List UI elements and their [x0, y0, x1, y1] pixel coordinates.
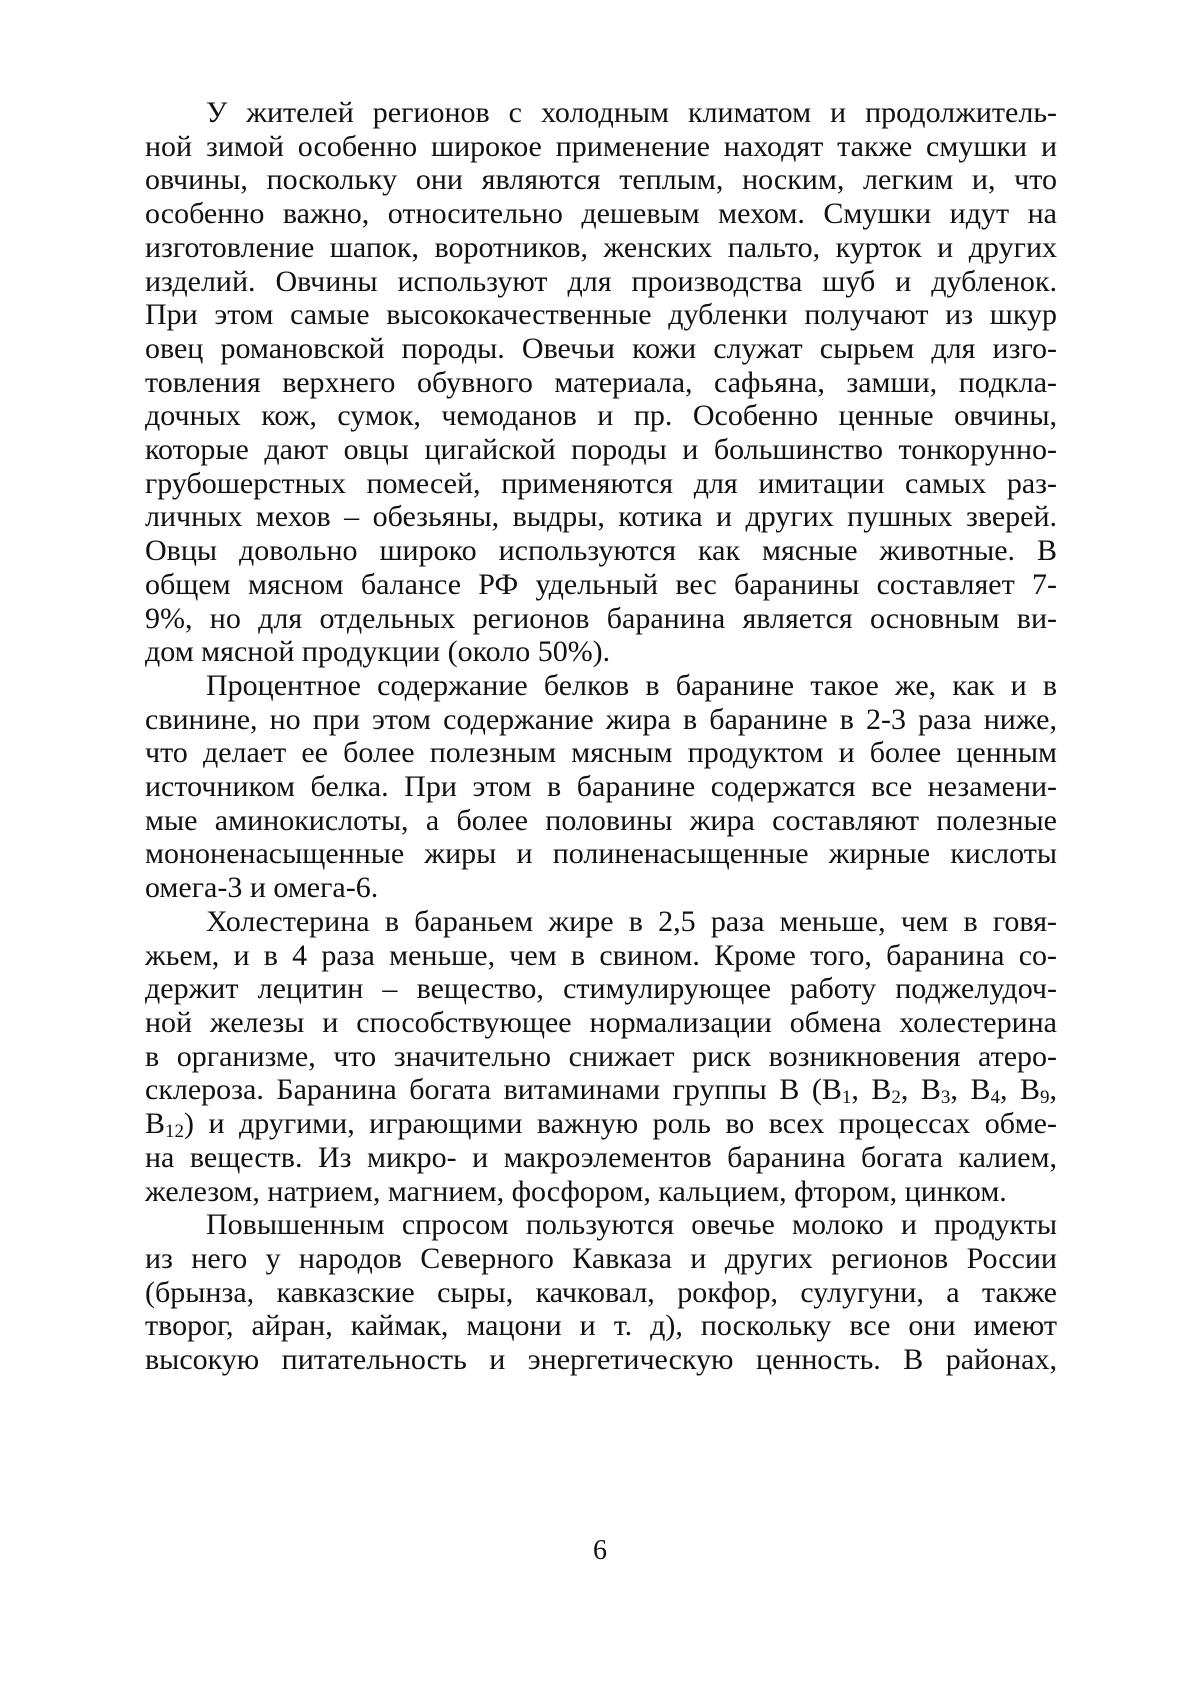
subscript: 3 — [940, 1087, 951, 1109]
b12-prefix: В — [145, 1107, 166, 1141]
b12-rest: ) и другими, играющими важную роль во всех процессах обме- — [184, 1107, 1057, 1141]
page-number: 6 — [593, 1535, 607, 1566]
text-line: источником белка. При этом в баранине содержатся все незамени- — [145, 770, 1057, 804]
text-line: У жителей регионов с холодным климатом и продолжитель- — [206, 96, 1057, 129]
text-line: (брынза, кавказские сыры, качковал, рокфор, сулугуни, а также — [145, 1275, 1057, 1309]
text-line: которые дают овцы цигайской породы и большинство тонкорунно- — [145, 433, 1057, 467]
vitamin-sep: , В — [950, 1073, 991, 1107]
paragraph-2 — [145, 669, 1057, 905]
text-line: высокую питательность и энергетическую ценность. В районах, — [145, 1343, 1057, 1377]
text-line: изготовление шапок, воротников, женских пальто, курток и других — [145, 230, 1057, 264]
text-line: дом мясной продукции (около 50%). — [145, 635, 611, 669]
text-line: железом, натрием, магнием, фосфором, кальцием, фтором, цинком. — [145, 1174, 1007, 1208]
text-line: ной зимой особенно широкое применение находят также смушки и — [145, 129, 1057, 163]
vitamin-sep: , — [1049, 1073, 1057, 1107]
subscript: 2 — [891, 1087, 901, 1109]
text-line: омега-3 и омега-6. — [145, 871, 379, 905]
text-line: из него у народов Северного Кавказа и других регионов России — [145, 1241, 1057, 1275]
text-line: что делает ее более полезным мясным продуктом и более ценным — [145, 736, 1057, 770]
text-line: в организме, что значительно снижает риск возникновения атеро- — [145, 1039, 1057, 1073]
text-line: овчины, поскольку они являются теплым, носким, легким и, что — [145, 163, 1057, 197]
text-line: 9%, но для отдельных регионов баранина является основным ви- — [145, 601, 1057, 635]
text-line: товления верхнего обувного материала, сафьяна, замши, подкла- — [145, 365, 1057, 399]
subscript: 9 — [1039, 1087, 1050, 1109]
text-line: общем мясном балансе РФ удельный вес баранины составляет 7- — [145, 567, 1057, 601]
subscript: 12 — [165, 1121, 185, 1143]
text-line: жьем, и в 4 раза меньше, чем в свином. Кроме того, баранина со- — [145, 938, 1057, 972]
vitamin-line — [145, 1073, 1057, 1107]
body-text — [145, 96, 1057, 1377]
text-line: изделий. Овчины используют для производства шуб и дубленок. — [145, 264, 1057, 298]
text-line: Процентное содержание белков в баранине такое же, как и в — [206, 668, 1057, 702]
text-line: держит лецитин – вещество, стимулирующее работу поджелудоч- — [145, 972, 1057, 1006]
text-line: на веществ. Из микро- и макроэлементов баранина богата калием, — [145, 1140, 1057, 1174]
vitamin-line-prefix: склероза. Баранина богата витаминами группы В (В — [145, 1073, 842, 1107]
paragraph-4 — [145, 1208, 1057, 1377]
text-line: При этом самые высококачественные дубленки получают из шкур — [145, 298, 1057, 332]
text-line: особенно важно, относительно дешевым мехом. Смушки идут на — [145, 197, 1057, 231]
vitamin-sep: , В — [999, 1073, 1040, 1107]
text-line: ной железы и способствующее нормализации обмена холестерина — [145, 1005, 1057, 1039]
text-line: дочных кож, сумок, чемоданов и пр. Особенно ценные овчины, — [145, 399, 1057, 433]
text-line: свинине, но при этом содержание жира в баранине в 2-3 раза ниже, — [145, 702, 1057, 736]
vitamin-sep: , В — [851, 1073, 892, 1107]
text-line: грубошерстных помесей, применяются для имитации самых раз- — [145, 466, 1057, 500]
b12-line — [145, 1107, 1057, 1141]
text-line: личных мехов – обезьяны, выдры, котика и других пушных зверей. — [145, 500, 1057, 534]
paragraph-1 — [145, 96, 1057, 669]
text-line: творог, айран, каймак, мацони и т. д), поскольку все они имеют — [145, 1309, 1057, 1343]
text-line: Повышенным спросом пользуются овечье молоко и продукты — [206, 1208, 1057, 1242]
vitamin-sep: , В — [900, 1073, 941, 1107]
text-line: мононенасыщенные жиры и полиненасыщенные жирные кислоты — [145, 837, 1057, 871]
subscript: 1 — [841, 1087, 852, 1109]
paragraph-3 — [145, 905, 1057, 1208]
text-line: Холестерина в бараньем жире в 2,5 раза меньше, чем в говя- — [206, 904, 1057, 938]
text-line: овец романовской породы. Овечьи кожи служат сырьем для изго- — [145, 331, 1057, 365]
text-line: мые аминокислоты, а более половины жира составляют полезные — [145, 803, 1057, 837]
text-line: Овцы довольно широко используются как мясные животные. В — [145, 534, 1057, 568]
subscript: 4 — [990, 1087, 1000, 1109]
